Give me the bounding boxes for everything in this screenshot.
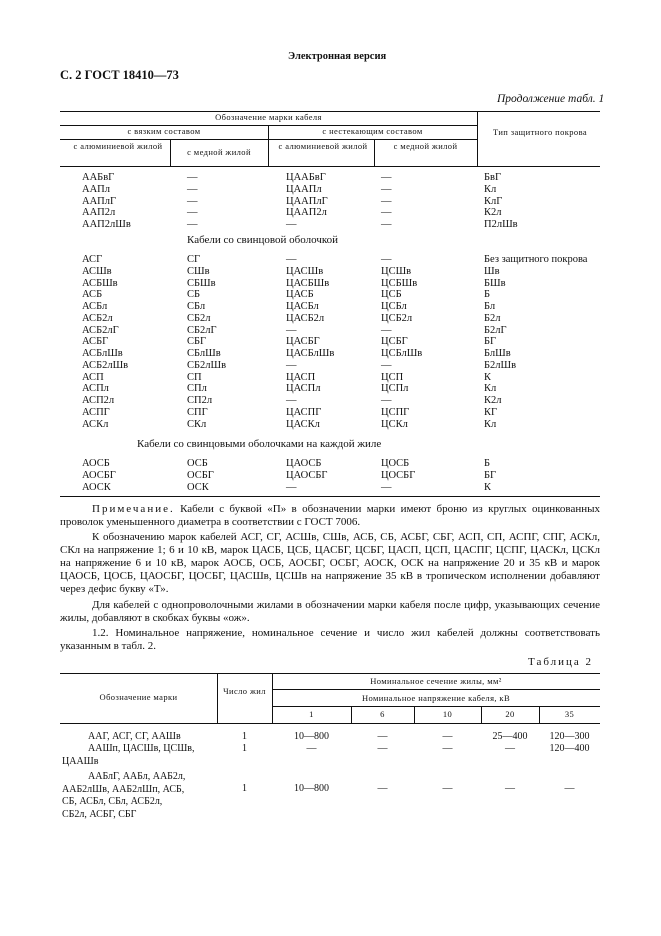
t1-cell-protective: Бл	[484, 301, 496, 312]
t1-cell-protective: Б2лГ	[484, 324, 507, 336]
t1-row	[0, 482, 661, 494]
t1-cell-copper-viscous: СБГ	[187, 336, 207, 348]
t1-cell-copper-nondrain: ЦСБГ	[381, 336, 408, 348]
t1-cell-alu-viscous: АСБ2лГ	[82, 324, 119, 336]
t2-cell-35kv: 120—300	[549, 731, 590, 742]
t2-cell-1kv: 10—800	[294, 731, 329, 742]
t2-voltage-35: 35	[564, 709, 575, 719]
t1-row	[0, 383, 661, 395]
t1-header-copper-2: с медной жилой	[393, 141, 458, 151]
t1-cell-alu-viscous: АСБлШв	[82, 348, 123, 359]
t1-cell-protective: Без защитного покрова	[484, 254, 588, 265]
t1-cell-alu-nondrain: ЦАСКл	[286, 418, 320, 430]
paragraph-single-wire: Для кабелей с однопроволочными жилами в обозначении марки кабеля после цифр, указывающих сечение жилы, добавляют в скобках буквы «ож».	[60, 599, 600, 624]
t1-cell-alu-viscous: АСБл	[82, 301, 108, 312]
t1-cell-copper-nondrain: —	[381, 195, 392, 207]
t2-cell-designation: ААБ2лШв, ААБ2лШп, АСБ,	[62, 783, 185, 795]
t1-cell-copper-nondrain: —	[381, 359, 392, 371]
t2-cell-designation: СБ2л, АСБГ, СБГ	[62, 808, 137, 820]
t1-cell-copper-viscous: СКл	[187, 418, 207, 430]
t1-cell-copper-viscous: СПл	[187, 383, 207, 395]
t2-cell-10kv: —	[442, 731, 453, 742]
t1-cell-copper-nondrain: —	[381, 324, 392, 336]
t1-row	[0, 458, 661, 470]
t1-cell-protective: Шв	[484, 265, 500, 277]
t2-cell-designation: СБ, АСБл, СБл, АСБ2л,	[62, 796, 163, 807]
t2-cell-designation: ААШп, ЦАСШв, ЦСШв,	[88, 743, 195, 754]
t2-cell-designation: ААГ, АСГ, СГ, ААШв	[88, 731, 181, 742]
t1-cell-protective: Б2л	[484, 312, 501, 324]
t1-row	[0, 336, 661, 348]
t1-cell-protective: КГ	[484, 406, 498, 418]
t1-cell-alu-viscous: АСКл	[82, 418, 109, 430]
t1-header-alu-1: с алюминиевой жилой	[73, 141, 163, 151]
t1-cell-protective: БШв	[484, 277, 506, 289]
t1-row	[0, 348, 661, 360]
t1-cell-copper-nondrain: ЦСПГ	[381, 406, 410, 418]
t1-cell-alu-viscous: АОСБ	[82, 458, 110, 469]
t1-header-designation: Обозначение марки кабеля	[215, 112, 322, 122]
t1-row	[0, 196, 661, 208]
t1-cell-protective: Б2лШв	[484, 359, 517, 371]
t1-row	[0, 172, 661, 184]
t1-cell-copper-nondrain: —	[381, 183, 392, 195]
t1-header-protective: Тип защитного покрова	[492, 127, 588, 137]
t1-section-lead-sheath: Кабели со свинцовой оболочкой	[187, 234, 339, 246]
t1-cell-alu-viscous: АСГ	[82, 254, 103, 265]
t1-cell-alu-nondrain: ЦАСБл	[286, 301, 319, 312]
t1-cell-copper-viscous: СБ2лГ	[187, 324, 217, 336]
t1-cell-copper-nondrain: —	[381, 395, 392, 406]
t1-cell-copper-nondrain: ЦОСБ	[381, 458, 410, 469]
t2-cell-20kv: —	[505, 743, 515, 754]
t1-cell-protective: П2лШв	[484, 219, 518, 230]
t2-cell-1kv: —	[306, 743, 317, 754]
t1-cell-protective: К2л	[484, 207, 502, 219]
t1-cell-copper-nondrain: —	[381, 207, 392, 219]
t1-row	[0, 470, 661, 482]
t1-cell-copper-viscous: СБ2л	[187, 312, 211, 324]
paragraph-tropical: К обозначению марок кабелей АСГ, СГ, АСШв, СШв, АСБ, СБ, АСБГ, СБГ, АСП, СП, АСПГ, СПГ, АСКл, СКл на напряжение 1; 6 и 10 кВ, марок ЦАСБ, ЦСБ, ЦАСБГ, ЦСБГ, ЦАСП, ЦСП, ЦАСПГ, ЦСПГ, ЦАСКл, ЦСКл на напряжение 6 и 10 кВ, марок АОСБ, ОСБ, АОСБГ, ОСБГ, АОСК, ОСК на напряжение 20 и 35 кВ и марок ЦАОСБ, ЦОСБ, ЦАОСБГ, ЦОСБГ, ЦАСШв, ЦСШв на напряжение 35 кВ в тропическом исполнении добавляют через дефис букву «Т».	[60, 531, 600, 595]
t1-cell-alu-nondrain: ЦАСП	[286, 371, 316, 383]
t2-cell-1kv: 10—800	[294, 783, 329, 794]
t2-cell-20kv: 25—400	[492, 731, 528, 742]
t1-row	[0, 254, 661, 266]
t2-cell-cores: 1	[242, 783, 247, 794]
t1-cell-alu-nondrain: ЦАСБШв	[286, 277, 330, 289]
t1-cell-protective: Б	[484, 458, 491, 469]
t1-cell-alu-nondrain: —	[286, 359, 297, 371]
t2-voltage-20: 20	[505, 709, 515, 719]
t2-cell-10kv: —	[442, 743, 453, 754]
t1-cell-protective: К2л	[484, 395, 502, 406]
t1-cell-copper-nondrain: ЦСШв	[381, 265, 412, 277]
t2-cell-35kv: —	[564, 783, 575, 794]
t1-cell-copper-nondrain: —	[381, 172, 392, 183]
t1-row	[0, 207, 661, 219]
t1-cell-alu-nondrain: ЦАСШв	[286, 265, 324, 277]
t1-cell-copper-nondrain: ЦСКл	[381, 418, 408, 430]
t1-row	[0, 372, 661, 384]
t1-cell-alu-nondrain: ЦААПл	[286, 183, 322, 195]
t1-cell-copper-nondrain: ЦСПл	[381, 383, 409, 395]
t1-cell-alu-nondrain: —	[286, 254, 297, 265]
t1-cell-copper-viscous: ОСК	[187, 481, 209, 493]
t1-cell-alu-nondrain: ЦАСПГ	[286, 406, 322, 418]
paragraph-1-2: 1.2. Номинальное напряжение, номинальное сечение и число жил кабелей должны соответствовать указанным в табл. 2.	[60, 627, 600, 652]
t1-cell-copper-viscous: ОСБ	[187, 458, 208, 469]
t1-cell-alu-nondrain: ЦАСБ	[286, 289, 314, 301]
t2-cell-cores: 1	[242, 731, 247, 742]
t1-cell-alu-nondrain: ЦАСБГ	[286, 336, 320, 348]
t1-cell-copper-nondrain: —	[381, 481, 392, 493]
t1-cell-copper-nondrain: ЦСБШв	[381, 277, 418, 289]
t1-row	[0, 289, 661, 301]
t1-header-nondrain: с нестекающим составом	[322, 126, 423, 136]
t1-cell-protective: КлГ	[484, 195, 503, 207]
t1-cell-alu-nondrain: ЦАСБ2л	[286, 312, 325, 324]
t1-cell-alu-viscous: ААП2лШв	[82, 219, 131, 230]
t1-cell-copper-nondrain: ЦСБ2л	[381, 312, 413, 324]
t1-cell-protective: Кл	[484, 383, 497, 395]
t1-row	[0, 325, 661, 337]
table2-caption: Таблица 2	[528, 656, 594, 668]
t1-cell-alu-viscous: АСП2л	[82, 395, 115, 406]
table-continuation-label: Продолжение табл. 1	[497, 93, 605, 105]
t1-cell-copper-viscous: —	[187, 183, 198, 195]
t1-header-viscous: с вязким составом	[127, 126, 201, 136]
t2-cell-6kv: —	[377, 731, 388, 742]
t1-cell-copper-viscous: —	[187, 172, 198, 183]
t1-header-alu-2: с алюминиевой жилой	[278, 141, 368, 151]
t2-voltage-1: 1	[309, 709, 314, 719]
note-paragraph: Примечание. Кабели с буквой «П» в обозначении марки имеют броню из круглых оцинкованных проволок уменьшенного диаметра в соответствии с ГОСТ 7006.	[60, 503, 601, 528]
t2-cell-6kv: —	[377, 783, 388, 794]
t1-cell-protective: Кл	[484, 183, 497, 195]
t2-header-designation: Обозначение марки	[99, 692, 178, 702]
t2-header-section: Номинальное сечение жилы, мм²	[370, 676, 502, 686]
t1-row	[0, 266, 661, 278]
t1-cell-alu-viscous: ААПл	[82, 183, 110, 195]
t1-cell-alu-viscous: ААБвГ	[82, 172, 115, 183]
t1-cell-alu-viscous: ААП2л	[82, 207, 116, 219]
t1-cell-copper-viscous: СП	[187, 371, 202, 383]
t1-cell-copper-viscous: —	[187, 207, 198, 219]
t2-cell-cores: 1	[242, 743, 247, 754]
t1-cell-protective: Б	[484, 289, 491, 301]
edition-label: Электронная версия	[288, 51, 387, 62]
t1-cell-copper-viscous: —	[187, 195, 198, 207]
t1-cell-alu-nondrain: —	[286, 324, 297, 336]
t1-row	[0, 219, 661, 231]
t1-cell-copper-viscous: СБлШв	[187, 348, 221, 359]
t2-cell-6kv: —	[377, 743, 388, 754]
t1-cell-copper-viscous: СШв	[187, 265, 210, 277]
t1-header-copper-1: с медной жилой	[187, 147, 251, 157]
t1-cell-alu-viscous: АОСК	[82, 481, 111, 493]
t2-header-voltage: Номинальное напряжение кабеля, кВ	[361, 693, 511, 703]
t1-cell-protective: БГ	[484, 469, 497, 481]
t1-cell-protective: БвГ	[484, 172, 502, 183]
t2-voltage-10: 10	[442, 709, 453, 719]
t1-row	[0, 313, 661, 325]
t1-cell-copper-viscous: СП2л	[187, 395, 213, 406]
t1-cell-copper-viscous: СБл	[187, 301, 206, 312]
t1-cell-copper-viscous: СПГ	[187, 406, 208, 418]
t1-cell-alu-viscous: АСБ2л	[82, 312, 113, 324]
t1-cell-alu-nondrain: ЦААПлГ	[286, 195, 328, 207]
t1-cell-copper-nondrain: ЦСП	[381, 371, 404, 383]
t1-cell-alu-viscous: ААПлГ	[82, 195, 117, 207]
t2-voltage-6: 6	[380, 709, 385, 719]
t1-cell-alu-viscous: АОСБГ	[82, 469, 116, 481]
t1-cell-alu-nondrain: —	[286, 219, 297, 230]
t2-cell-designation: ЦААШв	[62, 755, 99, 767]
t2-cell-35kv: 120—400	[549, 743, 590, 754]
t1-cell-copper-viscous: СБШв	[187, 277, 216, 289]
page-reference: С. 2 ГОСТ 18410—73	[60, 68, 179, 82]
t1-cell-copper-viscous: СГ	[187, 254, 201, 265]
t1-cell-protective: БГ	[484, 336, 497, 348]
t1-cell-copper-nondrain: ЦСБл	[381, 301, 407, 312]
t2-cell-designation: ААБлГ, ААБл, ААБ2л,	[88, 771, 186, 782]
t1-cell-alu-nondrain: —	[286, 481, 297, 493]
t1-cell-copper-nondrain: —	[381, 219, 392, 230]
t1-cell-protective: БлШв	[484, 348, 511, 359]
t1-row	[0, 407, 661, 419]
t1-cell-protective: К	[484, 371, 492, 383]
t1-cell-alu-viscous: АСПГ	[82, 406, 110, 418]
t1-cell-copper-nondrain: —	[381, 254, 392, 265]
t1-cell-alu-nondrain: —	[286, 395, 297, 406]
t1-row	[0, 360, 661, 372]
t1-cell-alu-viscous: АСБ2лШв	[82, 359, 129, 371]
t1-cell-copper-nondrain: ЦСБлШв	[381, 348, 423, 359]
t1-cell-alu-nondrain: ЦАОСБГ	[286, 469, 328, 481]
t1-row	[0, 278, 661, 290]
t1-cell-protective: Кл	[484, 418, 497, 430]
t1-cell-copper-nondrain: ЦСБ	[381, 289, 402, 301]
t2-cell-20kv: —	[505, 783, 515, 794]
t1-cell-alu-viscous: АСБШв	[82, 277, 118, 289]
t1-cell-alu-viscous: АСПл	[82, 383, 109, 395]
t1-cell-alu-nondrain: ЦААБвГ	[286, 172, 326, 183]
t1-cell-copper-viscous: —	[187, 219, 198, 230]
t1-cell-alu-viscous: АСП	[82, 371, 104, 383]
t1-cell-protective: К	[484, 481, 492, 493]
t1-cell-alu-viscous: АСБ	[82, 289, 103, 301]
t1-cell-alu-nondrain: ЦАОСБ	[286, 458, 322, 469]
t1-row	[0, 184, 661, 196]
t1-row	[0, 395, 661, 407]
t1-cell-alu-nondrain: ЦАСПл	[286, 383, 321, 395]
t1-cell-copper-nondrain: ЦОСБГ	[381, 469, 416, 481]
t1-cell-alu-nondrain: ЦААП2л	[286, 207, 327, 219]
t1-cell-copper-viscous: СБ2лШв	[187, 359, 227, 371]
t1-cell-alu-nondrain: ЦАСБлШв	[286, 348, 335, 359]
t1-row	[0, 419, 661, 431]
t1-cell-copper-viscous: СБ	[187, 289, 201, 301]
t1-cell-alu-viscous: АСШв	[82, 265, 112, 277]
t1-row	[0, 301, 661, 313]
t2-cell-10kv: —	[442, 783, 453, 794]
t1-section-lead-per-core: Кабели со свинцовыми оболочками на каждой жиле	[137, 438, 382, 450]
t1-cell-copper-viscous: ОСБГ	[187, 469, 214, 481]
t1-cell-alu-viscous: АСБГ	[82, 336, 109, 348]
t2-header-cores: Число жил	[223, 686, 266, 696]
